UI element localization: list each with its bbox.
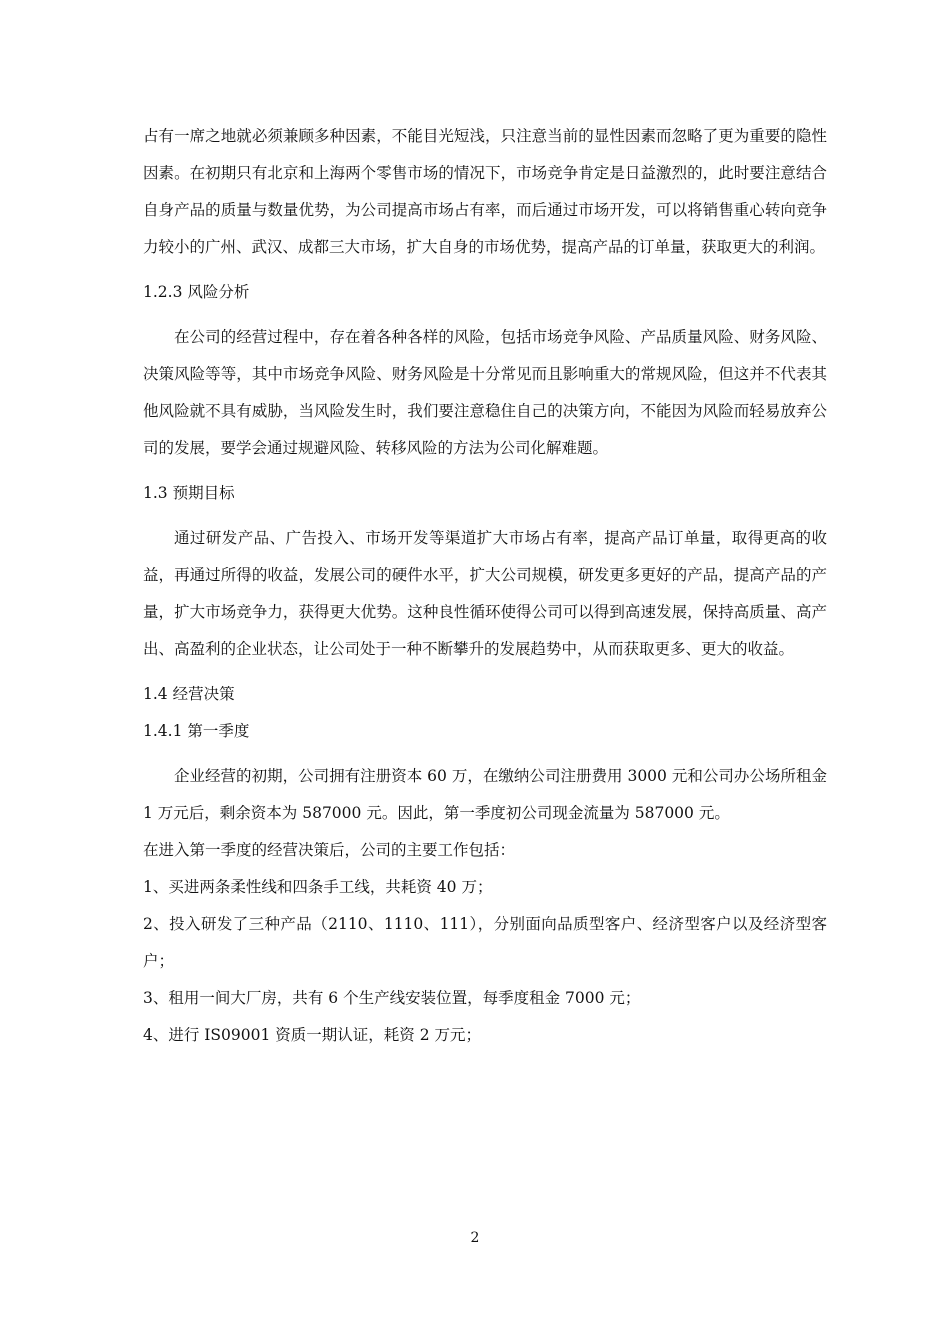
paragraph-first-quarter-work: 在进入第一季度的经营决策后，公司的主要工作包括： [143, 841, 516, 859]
page-number: 2 [470, 1230, 480, 1246]
list-item: 1、买进两条柔性线和四条手工线，共耗资 40 万； [143, 878, 493, 896]
list-item: 3、租用一间大厂房，共有 6 个生产线安装位置，每季度租金 7000 元； [143, 989, 641, 1007]
heading-expected-goals: 1.3 预期目标 [143, 484, 235, 502]
paragraph-first-quarter: 企业经营的初期，公司拥有注册资本 60 万，在缴纳公司注册费用 3000 元和公司办公场所租金 1 万元后，剩余资本为 587000 元。因此，第一季度初公司现金流量为 587000 元。 [143, 767, 827, 822]
paragraph-risk-analysis: 在公司的经营过程中，存在着各种各样的风险，包括市场竞争风险、产品质量风险、财务风险、决策风险等等，其中市场竞争风险、财务风险是十分常见而且影响重大的常规风险，但这并不代表其他风险就不具有威胁，当风险发生时，我们要注意稳住自己的决策方向，不能因为风险而轻易放弃公司的发展，要学会通过规避风险、转移风险的方法为公司化解难题。 [143, 328, 827, 457]
document-page [143, 118, 827, 1054]
heading-risk-analysis: 1.2.3 风险分析 [143, 283, 250, 301]
decision-list [143, 869, 827, 1054]
list-item: 4、进行 IS09001 资质一期认证，耗资 2 万元； [143, 1026, 481, 1044]
paragraph-intro: 占有一席之地就必须兼顾多种因素，不能目光短浅，只注意当前的显性因素而忽略了更为重要的隐性因素。在初期只有北京和上海两个零售市场的情况下，市场竞争肯定是日益激烈的，此时要注意结合自身产品的质量与数量优势，为公司提高市场占有率，而后通过市场开发，可以将销售重心转向竞争力较小的广州、武汉、成都三大市场，扩大自身的市场优势，提高产品的订单量，获取更大的利润。 [143, 127, 827, 256]
heading-first-quarter: 1.4.1 第一季度 [143, 722, 250, 740]
list-item: 2、投入研发了三种产品（2110、1110、111），分别面向品质型客户、经济型客户以及经济型客户； [143, 915, 827, 970]
heading-business-decision: 1.4 经营决策 [143, 685, 235, 703]
paragraph-expected-goals: 通过研发产品、广告投入、市场开发等渠道扩大市场占有率，提高产品订单量，取得更高的收益，再通过所得的收益，发展公司的硬件水平，扩大公司规模，研发更多更好的产品，提高产品的产量，扩大市场竞争力，获得更大优势。这种良性循环使得公司可以得到高速发展，保持高质量、高产出、高盈利的企业状态，让公司处于一种不断攀升的发展趋势中，从而获取更多、更大的收益。 [143, 529, 827, 658]
